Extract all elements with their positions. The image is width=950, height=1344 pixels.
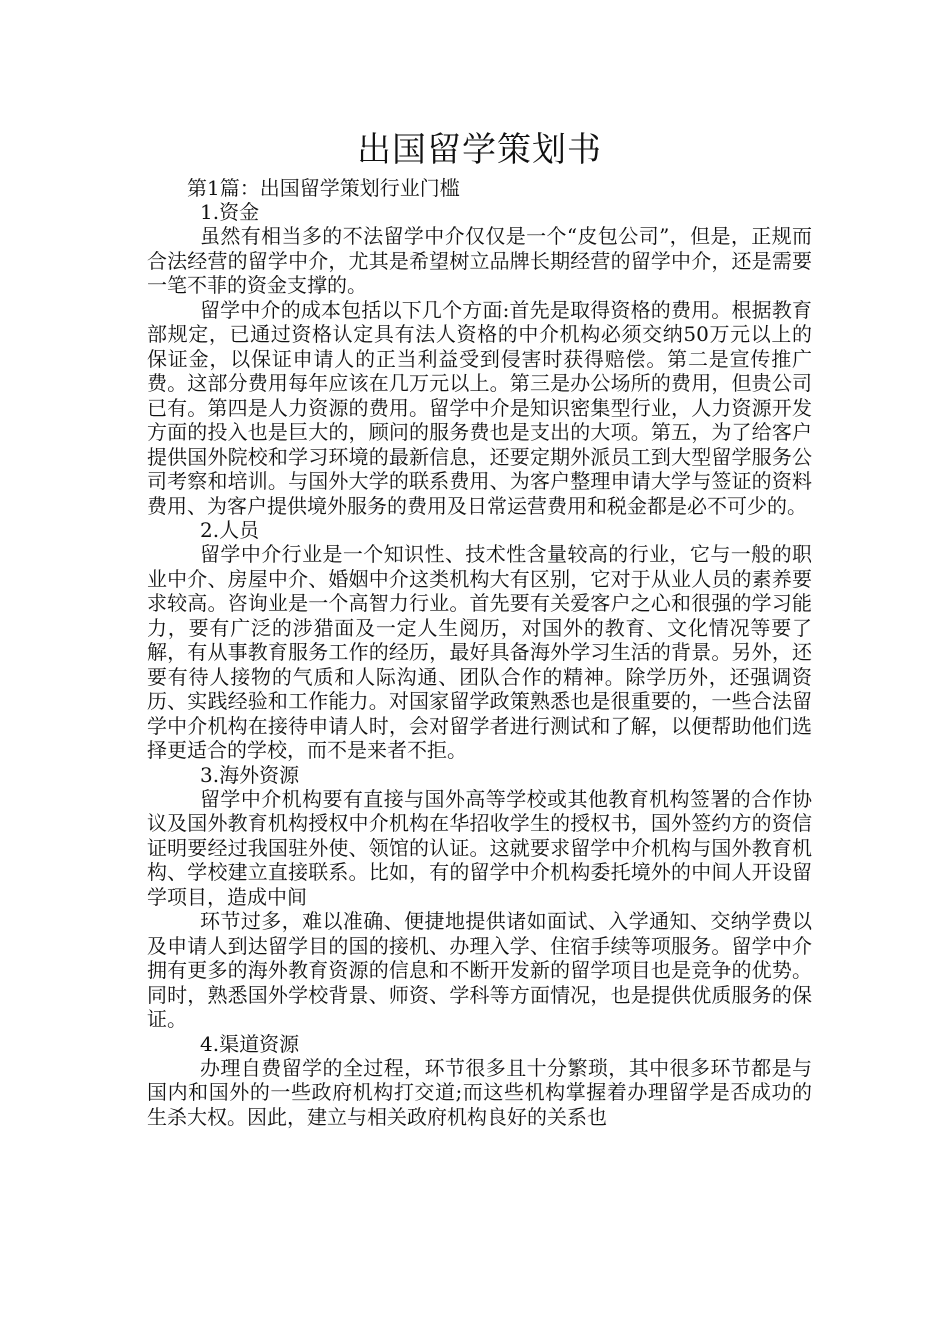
section-heading-channel-resources: 4.渠道资源 <box>200 1031 300 1056</box>
paragraph: 办理自费留学的全过程，环节很多且十分繁琐，其中很多环节都是与国内和国外的一些政府机构打交道;而这些机构掌握着办理留学是否成功的生杀大权。因此，建立与相关政府机构良好的关系也 <box>147 1055 812 1129</box>
document-page <box>147 128 812 1129</box>
paragraph: 留学中介行业是一个知识性、技术性含量较高的行业，它与一般的职业中介、房屋中介、婚姻中介这类机构大有区别，它对于从业人员的素养要求较高。咨询业是一个高智力行业。首先要有关爱客户之心和很强的学习能力，要有广泛的涉猎面及一定人生阅历，对国外的教育、文化情况等要了解，有从事教育服务工作的经历，最好具备海外学习生活的背景。另外，还要有待人接物的气质和人际沟通、团队合作的精神。除学历外，还强调资历、实践经验和工作能力。对国家留学政策熟悉也是很重要的，一些合法留学中介机构在接待申请人时，会对留学者进行测试和了解，以便帮助他们选择更适合的学校，而不是来者不拒。 <box>147 542 812 762</box>
section-heading-overseas-resources: 3.海外资源 <box>200 762 300 787</box>
paragraph: 虽然有相当多的不法留学中介仅仅是一个“皮包公司”，但是，正规而合法经营的留学中介，尤其是希望树立品牌长期经营的留学中介，还是需要一笔不菲的资金支撑的。 <box>147 224 812 297</box>
chapter-heading: 第1篇：出国留学策划行业门槛 <box>187 176 460 200</box>
paragraph: 环节过多，难以准确、便捷地提供诸如面试、入学通知、交纳学费以及申请人到达留学目的国的接机、办理入学、住宿手续等项服务。留学中介拥有更多的海外教育资源的信息和不断开发新的留学项目也是竞争的优势。同时，熟悉国外学校背景、师资、学科等方面情况，也是提供优质服务的保证。 <box>147 909 812 1031</box>
section-heading-funding: 1.资金 <box>200 200 260 224</box>
paragraph: 留学中介机构要有直接与国外高等学校或其他教育机构签署的合作协议及国外教育机构授权中介机构在华招收学生的授权书，国外签约方的资信证明要经过我国驻外使、领馆的认证。这就要求留学中介机构与国外教育机构、学校建立直接联系。比如，有的留学中介机构委托境外的中间人开设留学项目，造成中间 <box>147 786 812 909</box>
document-title: 出国留学策划书 <box>357 130 602 170</box>
section-heading-personnel: 2.人员 <box>200 518 260 542</box>
paragraph: 留学中介的成本包括以下几个方面:首先是取得资格的费用。根据教育部规定，已通过资格认定具有法人资格的中介机构必须交纳50万元以上的保证金，以保证申请人的正当利益受到侵害时获得赔偿。第二是宣传推广费。这部分费用每年应该在几万元以上。第三是办公场所的费用，但贵公司已有。第四是人力资源的费用。留学中介是知识密集型行业，人力资源开发方面的投入也是巨大的，顾问的服务费也是支出的大项。第五，为了给客户提供国外院校和学习环境的最新信息，还要定期外派员工到大型留学服务公司考察和培训。与国外大学的联系费用、为客户整理申请大学与签证的资料费用、为客户提供境外服务的费用及日常运营费用和税金都是必不可少的。 <box>147 297 812 518</box>
